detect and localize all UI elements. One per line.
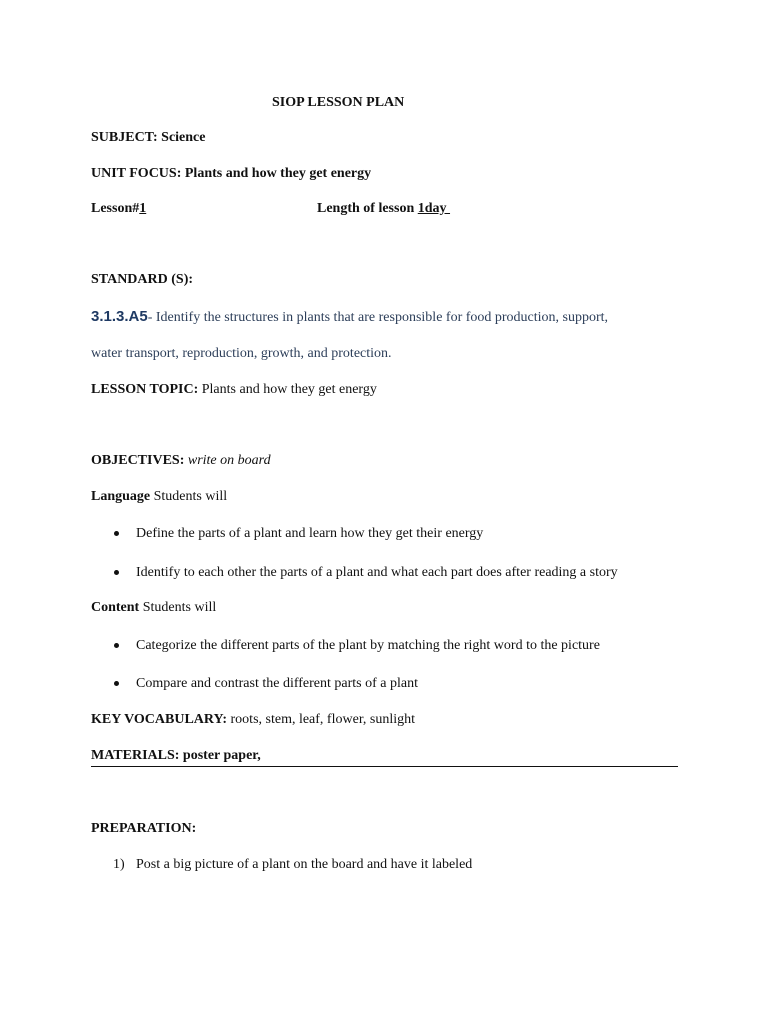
standard-text-line2: water transport, reproduction, growth, and protection. xyxy=(91,346,392,361)
key-vocabulary-label: KEY VOCABULARY: xyxy=(91,712,228,727)
lesson-topic-label: LESSON TOPIC: xyxy=(91,382,199,397)
preparation-label: PREPARATION: xyxy=(91,821,197,836)
bullet-icon xyxy=(114,525,122,539)
unit-focus-line xyxy=(91,165,371,183)
standard-text-line1: - Identify the structures in plants that are responsible for food production, support, xyxy=(147,310,609,325)
subject-value: Science xyxy=(161,130,206,145)
lesson-length-label: Length of lesson xyxy=(317,201,418,216)
content-intro: Students will xyxy=(142,600,217,615)
lesson-topic-line xyxy=(91,381,377,399)
subject-line xyxy=(91,129,205,147)
materials-line xyxy=(91,747,261,765)
bullet-icon xyxy=(114,637,122,651)
materials-value: poster paper, xyxy=(182,748,261,763)
bullet-icon xyxy=(114,564,122,578)
standard-label: STANDARD (S): xyxy=(91,272,194,287)
materials-label: MATERIALS: xyxy=(91,748,180,763)
content-item-1: Categorize the different parts of the plant by matching the right word to the picture xyxy=(136,638,600,653)
lesson-topic-value: Plants and how they get energy xyxy=(201,382,377,397)
lesson-number-value: 1 xyxy=(139,201,147,216)
objectives-line xyxy=(91,452,271,470)
standard-line-1 xyxy=(91,308,608,327)
bullet-icon xyxy=(114,675,122,689)
lesson-length-value: 1day xyxy=(417,201,451,216)
preparation-item-number: 1) xyxy=(113,857,125,872)
objectives-label: OBJECTIVES: xyxy=(91,453,185,468)
lesson-number-label: Lesson# xyxy=(91,201,140,216)
content-line xyxy=(91,599,216,617)
lesson-length-line xyxy=(317,200,450,218)
document-title: SIOP LESSON PLAN xyxy=(272,95,405,110)
key-vocabulary-line xyxy=(91,711,415,729)
language-intro: Students will xyxy=(153,489,228,504)
key-vocabulary-value: roots, stem, leaf, flower, sunlight xyxy=(230,712,416,727)
unit-focus-label: UNIT FOCUS: xyxy=(91,166,182,181)
unit-focus-value: Plants and how they get energy xyxy=(184,166,372,181)
language-item-2: Identify to each other the parts of a plant and what each part does after reading a story xyxy=(136,565,618,580)
language-label: Language xyxy=(91,489,151,504)
preparation-item-1: Post a big picture of a plant on the board and have it labeled xyxy=(136,857,473,872)
materials-divider xyxy=(91,766,678,767)
language-line xyxy=(91,488,227,506)
lesson-number-line xyxy=(91,200,146,218)
content-label: Content xyxy=(91,600,140,615)
objectives-note: write on board xyxy=(187,453,271,468)
standard-code: 3.1.3.A5 xyxy=(91,308,148,325)
language-item-1: Define the parts of a plant and learn how they get their energy xyxy=(136,526,484,541)
content-item-2: Compare and contrast the different parts of a plant xyxy=(136,676,418,691)
subject-label: SUBJECT: xyxy=(91,130,158,145)
